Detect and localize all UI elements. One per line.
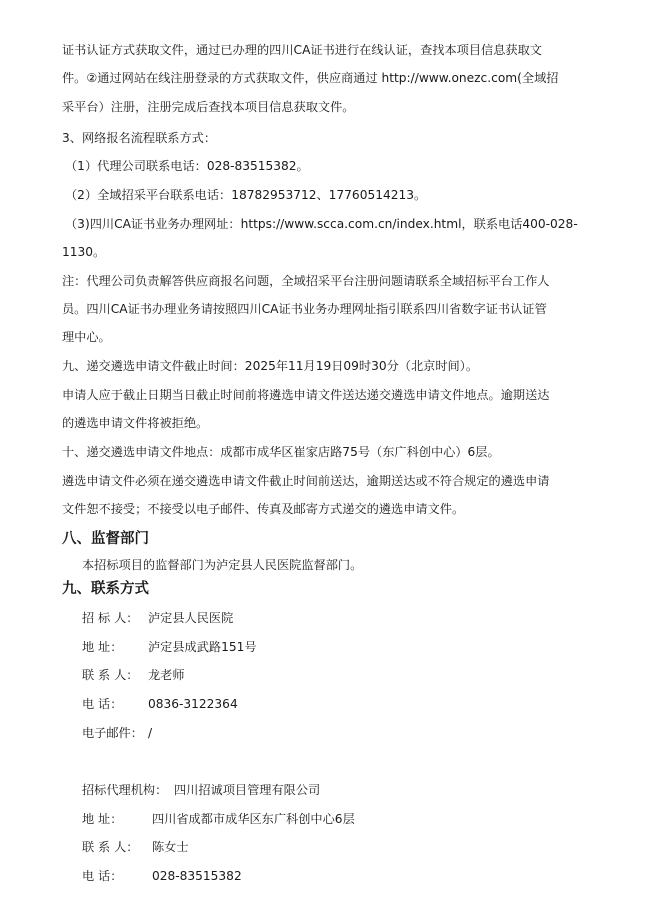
tenderer-org: 泸定县人民医院 (148, 611, 234, 625)
tenderer-email-label: 电子邮件： (82, 726, 143, 740)
section-9-heading: 九、联系方式 (62, 581, 149, 597)
note-line: 注：代理公司负责解答供应商报名问题，全域招采平台注册问题请联系全域招标平台工作人 (62, 274, 550, 288)
tenderer-org-label: 招 标 人： (82, 611, 139, 625)
section-8-body: 本招标项目的监督部门为泸定县人民医院监督部门。 (82, 558, 363, 572)
paragraph-line: 件。②通过网站在线注册登录的方式获取文件，供应商通过 http://www.onezc.com(全域招 (62, 71, 559, 85)
agency-addr-label: 地 址： (82, 812, 123, 826)
agency-org: 四川招诚项目管理有限公司 (174, 783, 321, 797)
tenderer-phone-label: 电 话： (82, 697, 123, 711)
contact-item-2: （2）全域招采平台联系电话：18782953712、17760514213。 (65, 188, 427, 202)
paragraph-line: 证书认证方式获取文件，通过已办理的四川CA证书进行在线认证，查找本项目信息获取文 (62, 43, 542, 57)
note-line: 员。四川CA证书办理业务请按照四川CA证书业务办理网址指引联系四川省数字证书认证管 (62, 302, 547, 316)
agency-phone: 028-83515382 (152, 869, 242, 883)
tenderer-contact-label: 联 系 人： (82, 668, 139, 682)
deadline-line: 九、递交遴选申请文件截止时间：2025年11月19日09时30分（北京时间）。 (62, 359, 479, 373)
tenderer-contact: 龙老师 (148, 668, 185, 682)
agency-phone-label: 电 话： (82, 869, 123, 883)
tenderer-email: / (148, 726, 153, 740)
deadline-note-line: 申请人应于截止日期当日截止时间前将遴选申请文件送达递交遴选申请文件地点。逾期送达 (62, 388, 550, 402)
tenderer-addr: 泸定县成武路151号 (148, 640, 257, 654)
paragraph-line: 采平台）注册，注册完成后查找本项目信息获取文件。 (62, 100, 355, 114)
agency-contact-label: 联 系 人： (82, 840, 139, 854)
contact-item-3: （3)四川CA证书业务办理网址：https://www.scca.com.cn/index.html，联系电话400-028- (65, 217, 578, 231)
section-8-heading: 八、监督部门 (62, 531, 149, 547)
location-line: 十、递交遴选申请文件地点：成都市成华区崔家店路75号（东广科创中心）6层。 (62, 445, 500, 459)
location-note-line: 遴选申请文件必须在递交遴选申请文件截止时间前送达，逾期送达或不符合规定的遴选申请 (62, 474, 550, 488)
contact-item-3-cont: 1130。 (62, 245, 106, 259)
deadline-note-line: 的遴选申请文件将被拒绝。 (62, 416, 209, 430)
tenderer-addr-label: 地 址： (82, 640, 123, 654)
agency-addr: 四川省成都市成华区东广科创中心6层 (152, 812, 355, 826)
tenderer-phone: 0836-3122364 (148, 697, 238, 711)
agency-org-label: 招标代理机构： (82, 783, 168, 797)
section-3-title: 3、网络报名流程联系方式： (62, 131, 217, 145)
agency-contact: 陈女士 (152, 840, 189, 854)
location-note-line: 文件恕不接受；不接受以电子邮件、传真及邮寄方式递交的遴选申请文件。 (62, 502, 465, 516)
contact-item-1: （1）代理公司联系电话：028-83515382。 (65, 159, 309, 173)
note-line: 理中心。 (62, 330, 111, 344)
